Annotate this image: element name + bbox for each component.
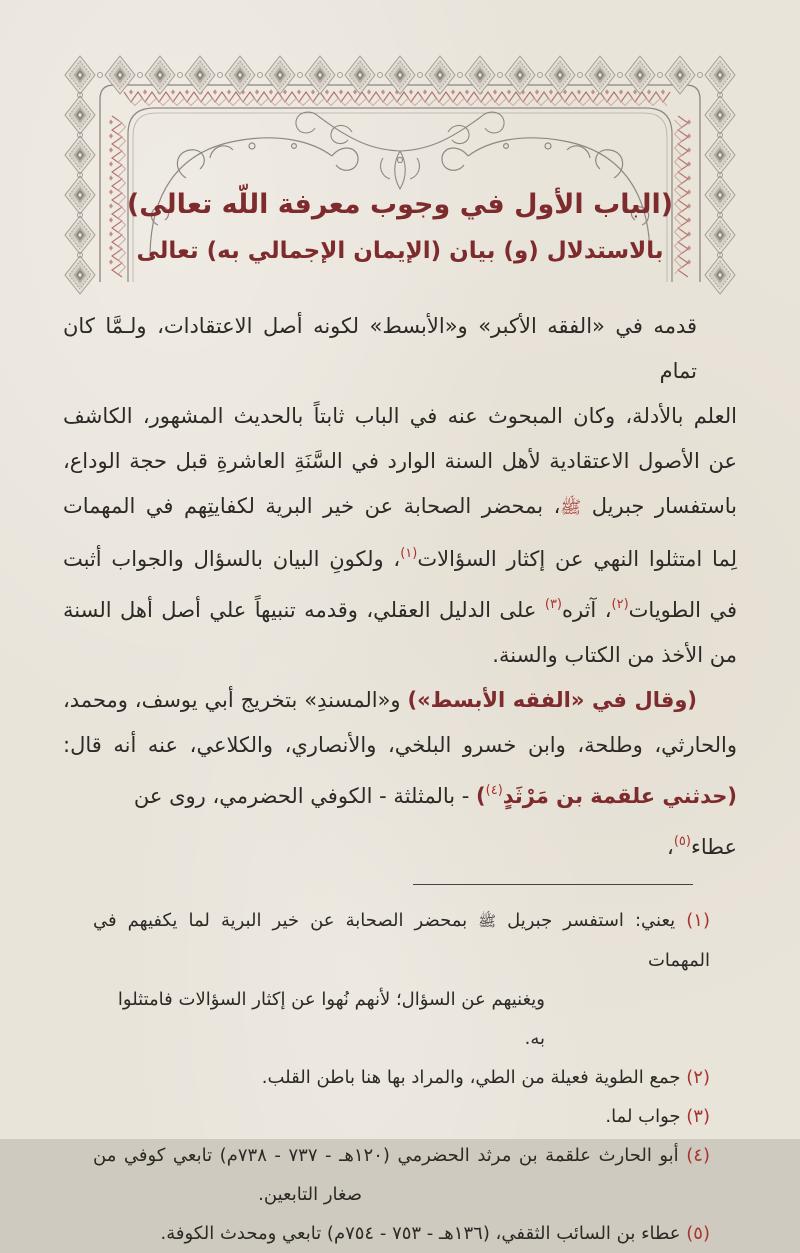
text-run: ، آثره [562, 598, 612, 622]
footnote-item [93, 1058, 710, 1097]
chapter-subtitle: بالاستدلال (و) بيان (الإيمان الإجمالي به) تعالى [136, 238, 664, 264]
chapter-title: (الباب الأول في وجوب معرفة اللّه تعالى) [126, 189, 674, 220]
footnote-divider [413, 884, 693, 885]
body-line [63, 768, 737, 870]
text-run: عن الأصول الاعتقادية لأهل السنة الوارد في السَّنَةِ العاشرةِ قبل حجة الوداع، [63, 449, 737, 473]
text-run: جواب لما. [605, 1106, 681, 1127]
text-run: - بالمثلثة - الكوفي الحضرمي، روى عن عطاء [133, 784, 737, 859]
body-line [63, 439, 737, 484]
text-run: لِما امتثلوا النهي عن إكثار السؤالات [417, 547, 737, 571]
text-run: العلم بالأدلة، وكان المبحوث عنه في الباب ثابتاً بالحديث المشهور، الكاشف [63, 404, 737, 428]
footnote-item [93, 901, 710, 1058]
text-run: أبو الحارث علقمة بن مرثد الحضرمي (١٢٠هـ - ٧٣٧ - ٧٣٨م) تابعي كوفي من [93, 1145, 679, 1166]
footnote-ref: (٣) [544, 597, 562, 612]
emphasized-matn-text: (حدثني علقمة بن مَرْثَدٍ [502, 784, 737, 808]
body-line [63, 723, 737, 768]
body-line [63, 484, 737, 531]
text-run: و«المسندِ» بتخريج أبي يوسف، ومحمد، [63, 688, 408, 712]
text-run: بمحضر الصحابة عن خير البرية لما يكفيهم في المهمات [93, 910, 710, 971]
footnote-marker: (٢) [680, 1067, 710, 1088]
footnote-marker: (١) [675, 910, 710, 931]
text-run: قدمه في «الفقه الأكبر» و«الأبسط» لكونه أصل الاعتقادات، ولـمَّا كان تمام [63, 314, 697, 383]
footnote-ref: (٢) [611, 597, 629, 612]
emphasized-matn-text: ) [476, 784, 486, 808]
body-line [63, 633, 737, 678]
footnote-item [93, 1136, 710, 1214]
text-run: ، ولكونِ البيان بالسؤال والجواب أثبت [63, 547, 401, 571]
body-line [63, 582, 737, 633]
footnote-line [93, 1214, 710, 1253]
footnote-line [93, 1058, 710, 1097]
footnote-line [93, 1136, 710, 1175]
text-run: في الطويات [628, 598, 737, 622]
text-run: جمع الطوية فعيلة من الطي، والمراد بها هنا باطن القلب. [261, 1067, 681, 1088]
honorific-symbol: ﷺ [560, 498, 582, 518]
text-run: على الدليل العقلي، وقدمه تنبيهاً علي أصل أهل السنة [63, 598, 545, 622]
text-run: صغار التابعين. [258, 1184, 362, 1205]
paragraph [63, 304, 737, 678]
text-run: ، بمحضر الصحابة عن خير البرية لكفايتِهم في المهمات [63, 494, 561, 518]
text-run: ويغنيهم عن السؤال؛ لأنهم نُهوا عن إكثار السؤالات فامتثلوا به. [117, 989, 545, 1049]
text-run: والحارثي، وطلحة، وابن خسرو البلخي، والأنصاري، والكلاعي، عنه أنه قال: [63, 733, 737, 757]
text-run: ، [667, 835, 674, 859]
footnote-marker: (٥) [680, 1223, 710, 1244]
footnote-line [93, 901, 710, 980]
body-text [63, 304, 737, 870]
footnote-line [93, 1097, 710, 1136]
footnote-continuation [93, 1175, 710, 1214]
body-line [63, 531, 737, 582]
body-line [63, 304, 737, 394]
body-line [63, 394, 737, 439]
footnote-item [93, 1097, 710, 1136]
body-line [63, 678, 737, 723]
footnote-ref: (٥) [673, 834, 691, 849]
footnote-marker: (٣) [680, 1106, 710, 1127]
footnote-continuation [93, 980, 710, 1058]
footnote-ref: (١) [400, 546, 418, 561]
emphasized-matn-text: (وقال في «الفقه الأبسط») [407, 688, 697, 712]
footnote-ref: (٤) [485, 783, 503, 798]
footnote-item [93, 1214, 710, 1253]
text-run: من الأخذ من الكتاب والسنة. [492, 643, 737, 667]
text-run: عطاء بن السائب الثقفي، (١٣٦هـ - ٧٥٣ - ٧٥٤م) تابعي ومحدث الكوفة. [160, 1223, 681, 1244]
footnotes [63, 901, 737, 1253]
footnote-marker: (٤) [678, 1145, 710, 1166]
text-run: باستفسار جبريل [581, 494, 737, 518]
text-run: يعني: استفسر جبريل [496, 910, 676, 931]
paragraph [63, 678, 737, 870]
honorific-symbol: ﷺ [478, 913, 497, 930]
